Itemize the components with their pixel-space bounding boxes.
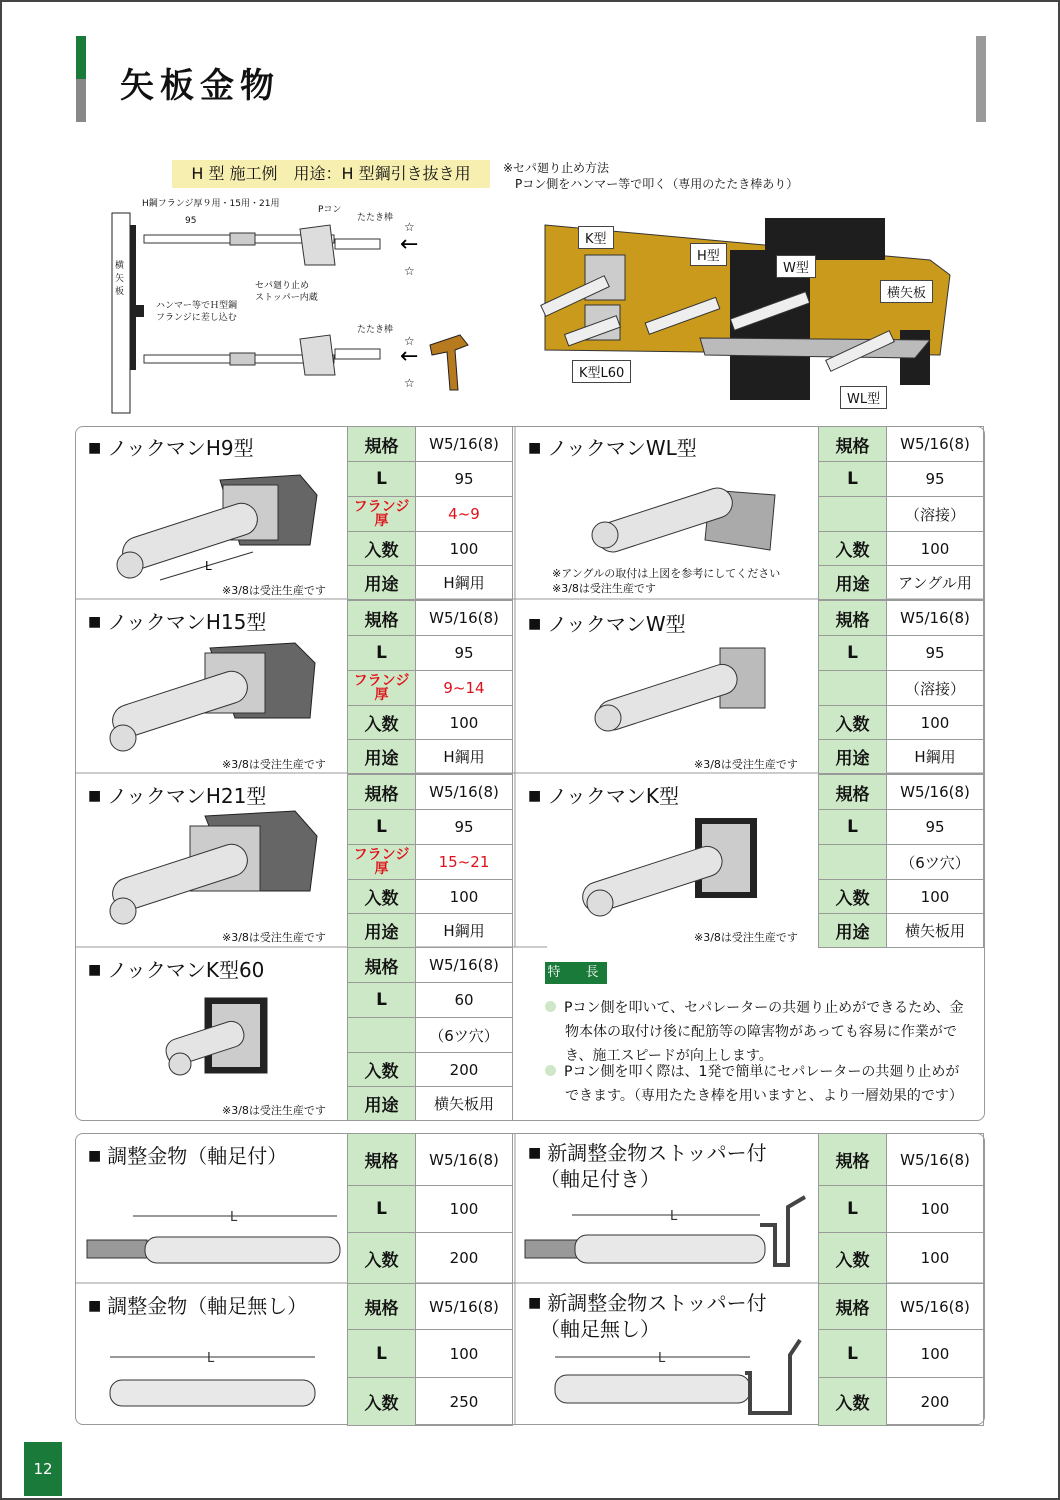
product-image-h21 bbox=[105, 806, 330, 931]
spec-key: 入数 bbox=[819, 706, 887, 740]
spec-value: 100 bbox=[416, 880, 513, 914]
spec-value: 250 bbox=[416, 1378, 513, 1426]
spec-key: 入数 bbox=[819, 532, 887, 566]
photo-label-h: H型 bbox=[690, 243, 727, 266]
spec-value: 200 bbox=[887, 1378, 984, 1426]
adjuster-name-2: ■ 新調整金物ストッパー付 （軸足付き） bbox=[528, 1141, 767, 1191]
spec-key: 入数 bbox=[348, 1378, 416, 1426]
title-accent-bar bbox=[76, 36, 86, 122]
adjuster-name-1: ■ 調整金物（軸足付） bbox=[88, 1144, 288, 1168]
spec-table-adj4 bbox=[818, 1283, 984, 1426]
spec-key: 入数 bbox=[348, 1053, 416, 1087]
spec-key: 規格 bbox=[348, 427, 416, 462]
spec-value: 横矢板用 bbox=[416, 1087, 513, 1121]
diagram-label-hammer2: フランジに差し込む bbox=[156, 313, 237, 323]
spec-table-k60 bbox=[347, 947, 513, 1121]
spec-value: W5/16(8) bbox=[416, 948, 513, 983]
right-accent-bar bbox=[976, 36, 986, 122]
spec-key: L bbox=[819, 810, 887, 845]
spec-key bbox=[819, 497, 887, 532]
spec-value: 95 bbox=[887, 636, 984, 671]
product-image-h15 bbox=[105, 633, 330, 758]
adjuster-name-3: ■ 調整金物（軸足無し） bbox=[88, 1294, 308, 1318]
product-note-k: ※3/8は受注生産です bbox=[694, 931, 798, 944]
spec-key: 規格 bbox=[819, 1284, 887, 1330]
spec-table-h21 bbox=[347, 774, 513, 948]
diagram-label-flange: H鋼フランジ厚９用・15用・21用 bbox=[142, 199, 280, 209]
spec-value: 95 bbox=[887, 462, 984, 497]
product-note-h21: ※3/8は受注生産です bbox=[222, 931, 326, 944]
spec-table-w bbox=[818, 600, 984, 774]
spec-key: 入数 bbox=[348, 1233, 416, 1284]
spec-key: L bbox=[348, 1330, 416, 1378]
svg-text:←: ← bbox=[400, 232, 419, 257]
spec-value: アングル用 bbox=[887, 566, 984, 600]
adjuster-image-1 bbox=[85, 1200, 345, 1275]
spec-value: H鋼用 bbox=[416, 914, 513, 948]
spec-value: （6ツ穴） bbox=[887, 845, 984, 880]
product-name-w: ■ ノックマンW型 bbox=[528, 612, 686, 636]
diagram-label-yokoyaita: 横矢板 bbox=[115, 261, 125, 297]
spec-value: 60 bbox=[416, 983, 513, 1018]
page-title: 矢板金物 bbox=[120, 66, 280, 106]
spec-value: W5/16(8) bbox=[416, 1134, 513, 1186]
spec-key: 入数 bbox=[819, 880, 887, 914]
spec-value: W5/16(8) bbox=[416, 1284, 513, 1330]
dimension-label: L bbox=[670, 1209, 678, 1224]
spec-value: 100 bbox=[887, 706, 984, 740]
spec-key-flange: フランジ厚 bbox=[348, 845, 416, 880]
spec-value-flange: 4~9 bbox=[416, 497, 513, 532]
product-image-wl bbox=[580, 470, 780, 570]
dimension-label: L bbox=[205, 559, 212, 573]
spec-table-wl bbox=[818, 426, 984, 600]
spec-value: 95 bbox=[416, 810, 513, 845]
spec-key: 入数 bbox=[348, 532, 416, 566]
spec-key: 用途 bbox=[819, 740, 887, 774]
photo-label-wl: WL型 bbox=[840, 386, 887, 409]
spec-value: W5/16(8) bbox=[887, 427, 984, 462]
photo-label-k: K型 bbox=[578, 226, 614, 249]
spec-value: 200 bbox=[416, 1053, 513, 1087]
spec-value: （溶接） bbox=[887, 671, 984, 706]
spec-key: 用途 bbox=[348, 914, 416, 948]
adjuster-image-3 bbox=[105, 1345, 330, 1415]
product-name-k60: ■ ノックマンK型60 bbox=[88, 958, 265, 982]
spec-key: L bbox=[348, 636, 416, 671]
adjuster-image-2 bbox=[520, 1195, 815, 1280]
spec-key: 規格 bbox=[819, 775, 887, 810]
spec-value: W5/16(8) bbox=[416, 601, 513, 636]
spec-value-flange: 9~14 bbox=[416, 671, 513, 706]
svg-text:☆: ☆ bbox=[404, 220, 415, 234]
spec-key bbox=[819, 845, 887, 880]
spec-value: W5/16(8) bbox=[887, 601, 984, 636]
product-name-k: ■ ノックマンK型 bbox=[528, 784, 679, 808]
spec-value: 100 bbox=[887, 1186, 984, 1233]
spec-table-adj1 bbox=[347, 1133, 513, 1284]
features-badge: 特 長 bbox=[545, 962, 607, 984]
svg-text:☆: ☆ bbox=[404, 376, 415, 390]
product-note-w: ※3/8は受注生産です bbox=[694, 758, 798, 771]
spec-value: 100 bbox=[416, 1330, 513, 1378]
spec-value: 100 bbox=[887, 1330, 984, 1378]
product-note-h15: ※3/8は受注生産です bbox=[222, 758, 326, 771]
diagram-label-stopper: ストッパー内蔵 bbox=[255, 293, 318, 303]
spec-value: 100 bbox=[887, 1233, 984, 1284]
spec-value: W5/16(8) bbox=[887, 1134, 984, 1186]
spec-key: L bbox=[348, 810, 416, 845]
spec-key bbox=[819, 671, 887, 706]
spec-key: 規格 bbox=[348, 948, 416, 983]
spec-key-flange: フランジ厚 bbox=[348, 497, 416, 532]
spec-table-h9 bbox=[347, 426, 513, 600]
product-name-h21: ■ ノックマンH21型 bbox=[88, 784, 267, 808]
spec-table-h15 bbox=[347, 600, 513, 774]
spec-key: L bbox=[819, 1330, 887, 1378]
spec-key: 入数 bbox=[348, 706, 416, 740]
spec-value: （6ツ穴） bbox=[416, 1018, 513, 1053]
page-number: 12 bbox=[24, 1442, 62, 1496]
spec-key: L bbox=[819, 636, 887, 671]
spec-table-k bbox=[818, 774, 984, 948]
spec-key bbox=[348, 1018, 416, 1053]
spec-value: 100 bbox=[416, 706, 513, 740]
spec-value: H鋼用 bbox=[416, 566, 513, 600]
spec-key: L bbox=[819, 1186, 887, 1233]
photo-label-w: W型 bbox=[776, 255, 816, 278]
diagram-label-hammer1: ハンマー等でＨ型鋼 bbox=[156, 301, 238, 311]
spec-key: 入数 bbox=[819, 1233, 887, 1284]
svg-text:☆: ☆ bbox=[404, 264, 415, 278]
spec-key: L bbox=[348, 462, 416, 497]
product-image-k60 bbox=[160, 990, 280, 1090]
product-note-h9: ※3/8は受注生産です bbox=[222, 584, 326, 597]
diagram-label-rod: たたき棒 bbox=[357, 213, 394, 223]
spec-value: H鋼用 bbox=[416, 740, 513, 774]
spec-value-flange: 15~21 bbox=[416, 845, 513, 880]
spec-key: 規格 bbox=[819, 1134, 887, 1186]
spec-key: 規格 bbox=[348, 775, 416, 810]
dimension-label: L bbox=[658, 1351, 666, 1366]
product-name-h15: ■ ノックマンH15型 bbox=[88, 610, 267, 634]
adjuster-image-4 bbox=[550, 1335, 815, 1420]
product-image-w bbox=[590, 643, 780, 753]
spec-key: 用途 bbox=[348, 566, 416, 600]
product-image-h9 bbox=[105, 460, 330, 585]
spec-value: 95 bbox=[887, 810, 984, 845]
feature-item: Pコン側を叩く際は、1発で簡単にセパレーターの共廻り止めができます。（専用たたき棒を用いますと、より一層効果的です） bbox=[545, 1060, 965, 1108]
spec-value: 200 bbox=[416, 1233, 513, 1284]
svg-text:☆: ☆ bbox=[404, 334, 415, 348]
diagram-label-95: 95 bbox=[185, 216, 197, 226]
svg-text:←: ← bbox=[400, 344, 419, 369]
spec-key: L bbox=[819, 462, 887, 497]
diagram-note: ※セパ廻り止め方法 Pコン側をハンマー等で叩く（専用のたたき棒あり） bbox=[503, 161, 799, 191]
product-name-h9: ■ ノックマンH9型 bbox=[88, 436, 254, 460]
spec-value: 95 bbox=[416, 462, 513, 497]
photo-label-k60: K型L60 bbox=[572, 360, 631, 383]
adjuster-name-4: ■ 新調整金物ストッパー付 （軸足無し） bbox=[528, 1291, 767, 1341]
product-note-wl: ※アングルの取付は上図を参考にしてください ※3/8は受注生産です bbox=[552, 567, 781, 595]
product-note-k60: ※3/8は受注生産です bbox=[222, 1104, 326, 1117]
product-image-k bbox=[575, 815, 775, 925]
product-name-wl: ■ ノックマンWL型 bbox=[528, 436, 697, 460]
spec-key: 入数 bbox=[819, 1378, 887, 1426]
spec-key: 規格 bbox=[819, 427, 887, 462]
spec-value: W5/16(8) bbox=[887, 775, 984, 810]
dimension-label: L bbox=[207, 1351, 215, 1366]
spec-table-adj3 bbox=[347, 1283, 513, 1426]
spec-value: 100 bbox=[887, 532, 984, 566]
spec-value: H鋼用 bbox=[887, 740, 984, 774]
spec-key: 規格 bbox=[348, 1284, 416, 1330]
spec-value: 100 bbox=[416, 1186, 513, 1233]
photo-label-yokoyaita: 横矢板 bbox=[880, 280, 933, 303]
spec-value: 95 bbox=[416, 636, 513, 671]
spec-key: 用途 bbox=[819, 914, 887, 948]
spec-key: 用途 bbox=[819, 566, 887, 600]
diagram-label-pcon: Pコン bbox=[318, 205, 342, 215]
diagram-label-sepa: セパ廻り止め bbox=[255, 281, 310, 291]
spec-value: 横矢板用 bbox=[887, 914, 984, 948]
spec-key-flange: フランジ厚 bbox=[348, 671, 416, 706]
dimension-label: L bbox=[230, 1210, 238, 1225]
spec-table-adj2 bbox=[818, 1133, 984, 1284]
spec-key: L bbox=[348, 1186, 416, 1233]
diagram-label-rod2: たたき棒 bbox=[357, 325, 394, 335]
spec-key: 規格 bbox=[819, 601, 887, 636]
spec-value: 100 bbox=[416, 532, 513, 566]
spec-key: 用途 bbox=[348, 1087, 416, 1121]
spec-value: W5/16(8) bbox=[887, 1284, 984, 1330]
spec-value: 100 bbox=[887, 880, 984, 914]
spec-key: L bbox=[348, 983, 416, 1018]
diagram-caption: H 型 施工例 用途：H 型鋼引き抜き用 bbox=[172, 160, 490, 188]
spec-key: 規格 bbox=[348, 1134, 416, 1186]
spec-key: 規格 bbox=[348, 601, 416, 636]
spec-key: 用途 bbox=[348, 740, 416, 774]
feature-item: Pコン側を叩いて、セパレーターの共廻り止めができるため、金物本体の取付け後に配筋等の障害物があっても容易に作業ができ、施工スピードが向上します。 bbox=[545, 996, 965, 1068]
spec-value: （溶接） bbox=[887, 497, 984, 532]
spec-value: W5/16(8) bbox=[416, 427, 513, 462]
spec-value: W5/16(8) bbox=[416, 775, 513, 810]
spec-key: 入数 bbox=[348, 880, 416, 914]
